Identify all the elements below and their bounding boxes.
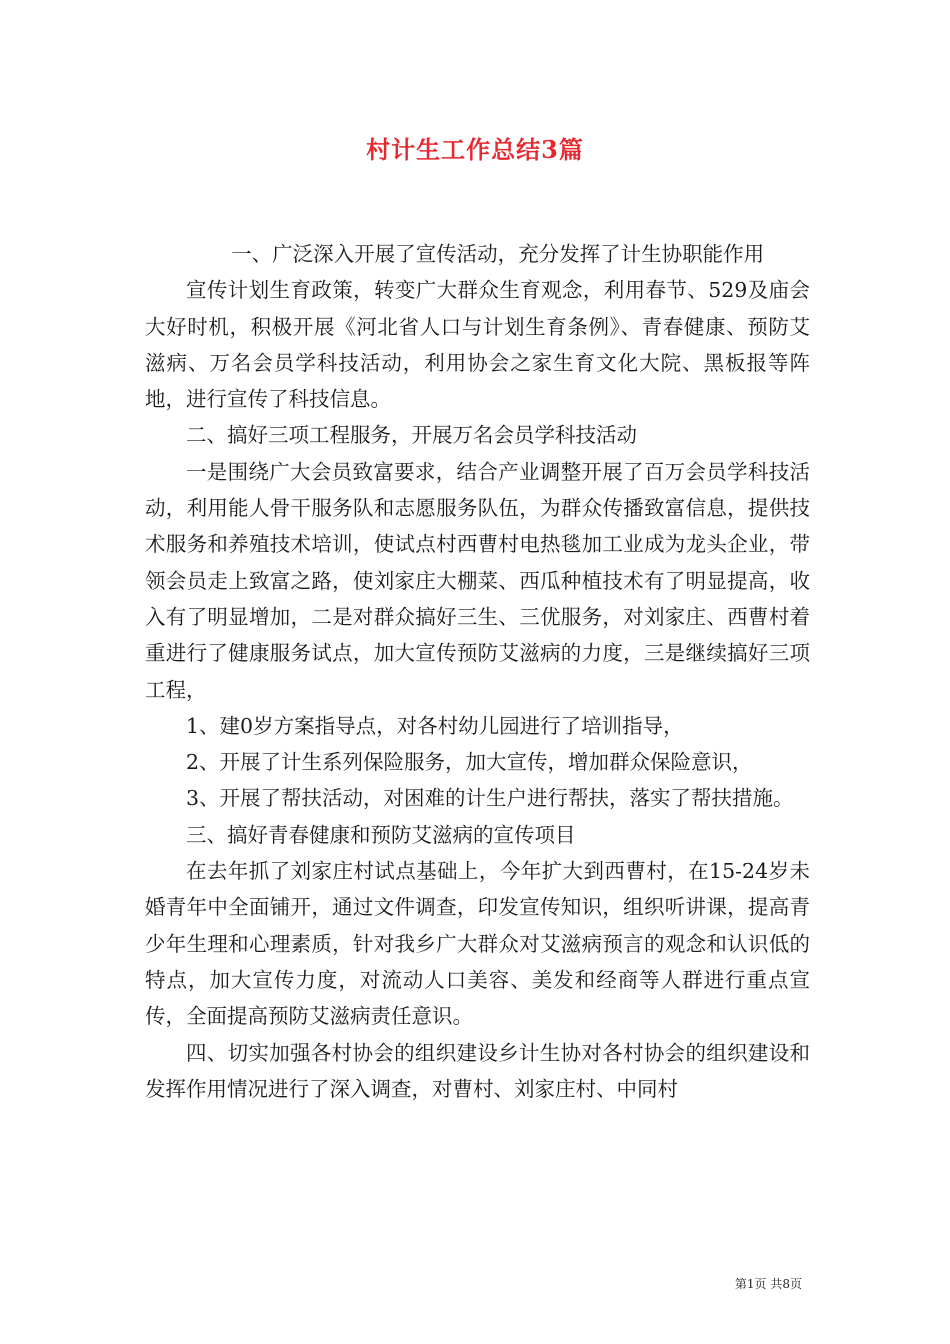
list-item: 3、开展了帮扶活动，对困难的计生户进行帮扶，落实了帮扶措施。	[186, 786, 794, 811]
section-heading-2: 二、搞好三项工程服务，开展万名会员学科技活动	[186, 423, 637, 448]
paragraph: 宣传计划生育政策，转变广大群众生育观念，利用春节、529及庙会大好时机，积极开展《河北省人口与计划生育条例》、青春健康、预防艾滋病、万名会员学科技活动，利用协会之家生育文化大院、黑板报等阵地，进行宣传了科技信息。	[145, 278, 810, 412]
document-title: 村计生工作总结3篇	[366, 135, 584, 164]
section-heading-1: 一、广泛深入开展了宣传活动，充分发挥了计生协职能作用	[231, 242, 765, 266]
list-item: 2、开展了计生系列保险服务，加大宣传，增加群众保险意识，	[186, 750, 753, 775]
paragraph: 一是围绕广大会员致富要求，结合产业调整开展了百万会员学科技活动，利用能人骨干服务队和志愿服务队伍，为群众传播致富信息，提供技术服务和养殖技术培训，使试点村西曹村电热毯加工业成为龙头企业，带领会员走上致富之路，使刘家庄大棚菜、西瓜种植技术有了明显提高，收入有了明显增加，二是对群众搞好三生、三优服务，对刘家庄、西曹村着重进行了健康服务试点，加大宣传预防艾滋病的力度，三是继续搞好三项工程，	[145, 459, 810, 702]
section-heading-4: 四、切实加强各村协会的组织建设乡计生协对各村协会的组织建设和发挥作用情况进行了深入调查，对曹村、刘家庄村、中同村	[145, 1040, 810, 1101]
page-number: 第1页 共8页	[734, 1277, 802, 1291]
document-body	[145, 236, 810, 1107]
paragraph: 在去年抓了刘家庄村试点基础上，今年扩大到西曹村，在15-24岁未婚青年中全面铺开，通过文件调查，印发宣传知识，组织听讲课，提高青少年生理和心理素质，针对我乡广大群众对艾滋病预言的观念和认识低的特点，加大宣传力度，对流动人口美容、美发和经商等人群进行重点宣传，全面提高预防艾滋病责任意识。	[145, 859, 810, 1029]
section-heading-3: 三、搞好青春健康和预防艾滋病的宣传项目	[186, 822, 576, 847]
list-item: 1、建0岁方案指导点，对各村幼儿园进行了培训指导，	[186, 713, 684, 738]
